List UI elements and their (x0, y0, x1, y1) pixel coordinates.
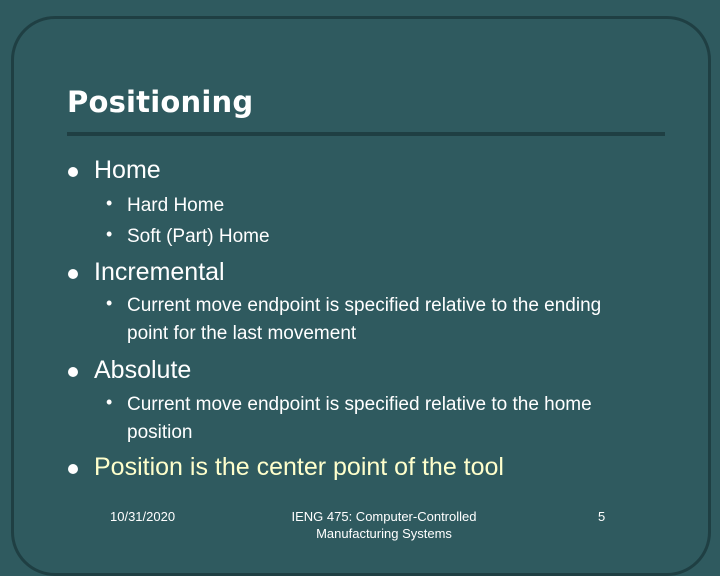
footer-page-number: 5 (598, 509, 606, 524)
title-underline (67, 132, 665, 136)
sub-bullet-text: Soft (Part) Home (127, 226, 270, 247)
bullet-marker (68, 464, 78, 474)
sub-bullet-text: Hard Home (127, 195, 225, 216)
sub-bullet-marker: • (106, 293, 113, 313)
bullet-marker (68, 167, 78, 177)
bullet-home (0, 155, 720, 185)
bullet-absolute (0, 355, 720, 385)
bullet-text: Incremental (94, 258, 225, 286)
bullet-text: Home (94, 156, 161, 184)
sub-bullet-text: Current move endpoint is specified relative to the ending point for the last movement (127, 295, 602, 344)
footer-date: 10/31/2020 (110, 509, 176, 524)
bullet-marker (68, 367, 78, 377)
footer-course-title: IENG 475: Computer-Controlled Manufacturing Systems (291, 509, 477, 541)
bullet-text: Position is the center point of the tool (94, 453, 504, 481)
slide-title: Positioning (67, 85, 254, 119)
sub-bullet-marker: • (106, 193, 113, 213)
sub-bullet-marker: • (106, 224, 113, 244)
bullet-position-center (0, 452, 720, 482)
bullet-text: Absolute (94, 356, 192, 384)
sub-bullet-text: Current move endpoint is specified relative to the home position (127, 394, 592, 443)
sub-bullet-marker: • (106, 392, 113, 412)
bullet-incremental (0, 257, 720, 287)
bullet-marker (68, 269, 78, 279)
